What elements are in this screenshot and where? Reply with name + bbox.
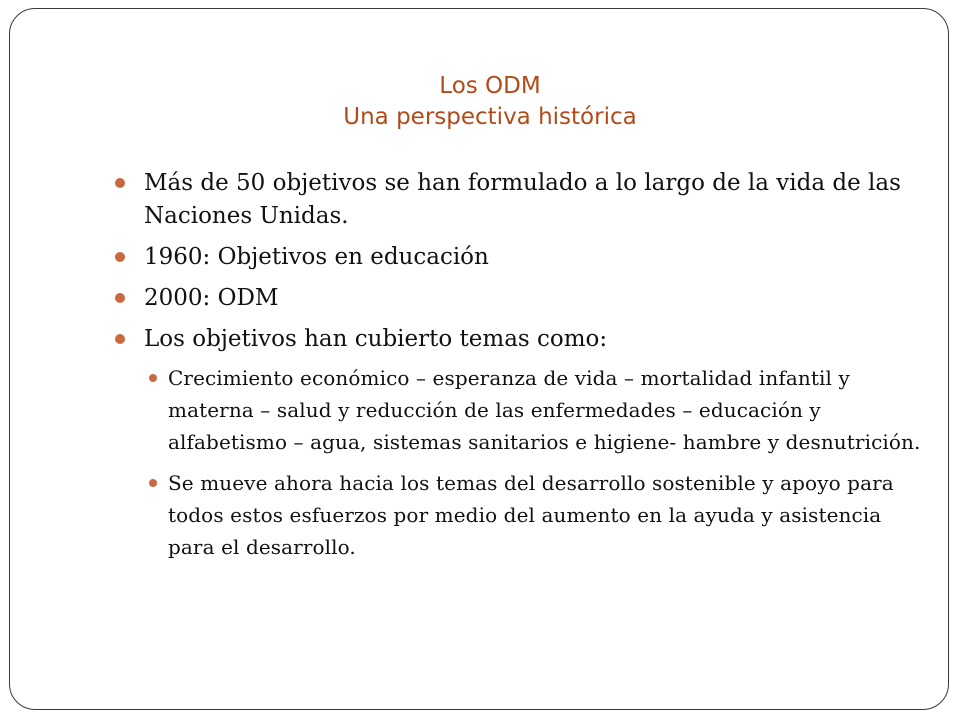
sub-bullet-text: Crecimiento económico – esperanza de vida – mortalidad infantil y materna – salud y reducción de las enfermedades – educación y alfabetismo – agua, sistemas sanitarios e higiene- hambre y desnutrición. bbox=[168, 366, 921, 454]
bullet-text: Más de 50 objetivos se han formulado a lo largo de la vida de las Naciones Unidas. bbox=[144, 170, 901, 229]
sub-bullet-list bbox=[144, 362, 925, 563]
title-line-subtitle: Una perspectiva histórica bbox=[343, 104, 637, 130]
title-line-main: Los ODM bbox=[439, 73, 541, 99]
sub-bullet-dot-icon bbox=[149, 479, 157, 487]
bullet-dot-icon bbox=[115, 293, 125, 303]
slide-content bbox=[113, 167, 925, 572]
bullet-item-objectives-count bbox=[113, 167, 925, 233]
bullet-text: 1960: Objetivos en educación bbox=[144, 244, 489, 270]
bullet-dot-icon bbox=[115, 178, 125, 188]
bullet-item-2000 bbox=[113, 282, 925, 315]
bullet-item-1960 bbox=[113, 241, 925, 274]
bullet-list bbox=[113, 167, 925, 563]
sub-bullet-item-topics-list bbox=[144, 362, 925, 458]
bullet-item-topics bbox=[113, 323, 925, 563]
sub-bullet-text: Se mueve ahora hacia los temas del desarrollo sostenible y apoyo para todos estos esfuerzos por medio del aumento en la ayuda y asistencia para el desarrollo. bbox=[168, 471, 894, 559]
bullet-dot-icon bbox=[115, 252, 125, 262]
bullet-dot-icon bbox=[115, 334, 125, 344]
sub-bullet-item-sustainable-development bbox=[144, 467, 925, 563]
slide-frame bbox=[9, 8, 949, 710]
slide-title bbox=[70, 71, 910, 133]
bullet-text: 2000: ODM bbox=[144, 285, 279, 311]
sub-bullet-dot-icon bbox=[149, 374, 157, 382]
bullet-text: Los objetivos han cubierto temas como: bbox=[144, 326, 608, 352]
